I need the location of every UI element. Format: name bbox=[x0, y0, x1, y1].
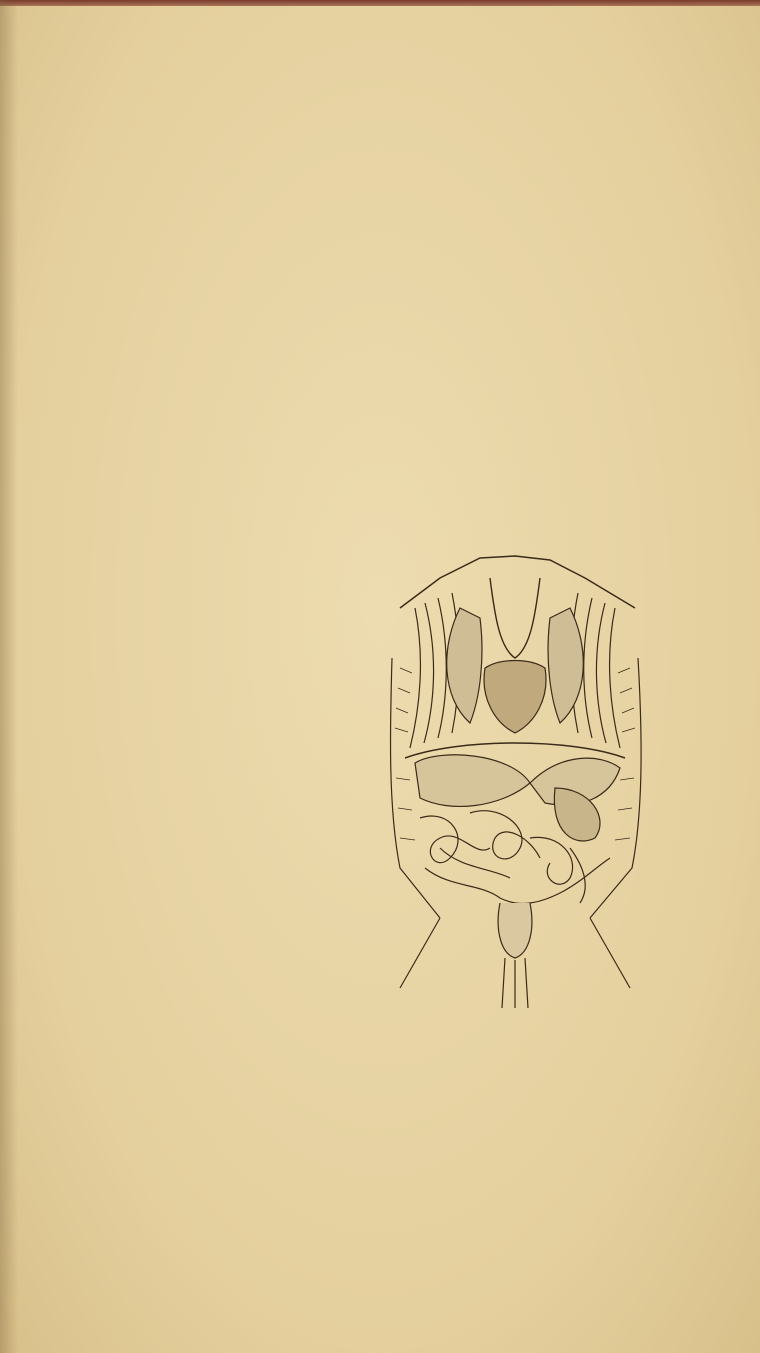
page-header bbox=[40, 112, 650, 136]
binding-shadow bbox=[0, 0, 18, 1353]
foetus-anatomy-illustration bbox=[380, 548, 650, 1010]
page-top-edge bbox=[0, 0, 760, 6]
